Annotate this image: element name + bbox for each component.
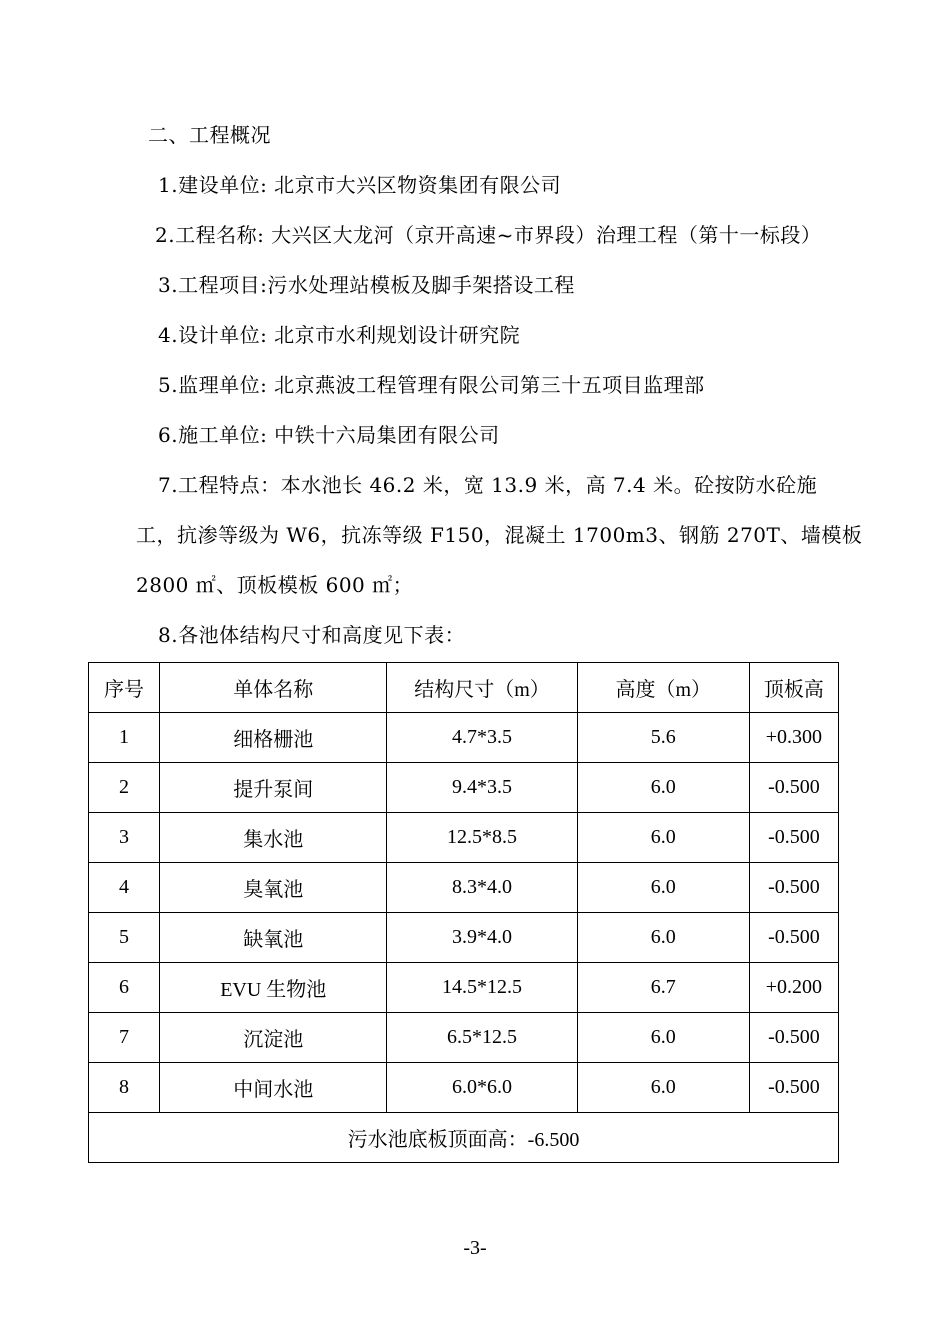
header-height: 高度（m） (577, 663, 749, 713)
item-project-scope: 3.工程项目:污水处理站模板及脚手架搭设工程 (158, 273, 575, 297)
cell-unit-name: EVU 生物池 (160, 963, 387, 1013)
cell-height: 6.7 (577, 963, 749, 1013)
table-intro: 8.各池体结构尺寸和高度见下表： (158, 623, 466, 647)
table-row (89, 1063, 839, 1113)
cell-index: 3 (89, 813, 160, 863)
cell-height: 6.0 (577, 863, 749, 913)
cell-index: 6 (89, 963, 160, 1013)
table-row (89, 763, 839, 813)
table-row (89, 863, 839, 913)
item-design-unit: 4.设计单位: 北京市水利规划设计研究院 (158, 323, 521, 347)
cell-unit-name: 中间水池 (160, 1063, 387, 1113)
feature-line-2: 工，抗渗等级为 W6，抗冻等级 F150，混凝土 1700m3、钢筋 270T、墙模板 (136, 523, 863, 547)
cell-height: 6.0 (577, 1063, 749, 1113)
table-row (89, 963, 839, 1013)
cell-dimensions: 3.9*4.0 (387, 913, 577, 963)
item-supervision-unit: 5.监理单位: 北京燕波工程管理有限公司第三十五项目监理部 (158, 373, 705, 397)
table-row (89, 913, 839, 963)
page-number: -3- (463, 1237, 487, 1259)
header-unit-name: 单体名称 (160, 663, 387, 713)
cell-dimensions: 4.7*3.5 (387, 713, 577, 763)
section-heading: 二、工程概况 (148, 123, 271, 147)
table-row (89, 813, 839, 863)
cell-unit-name: 臭氧池 (160, 863, 387, 913)
cell-unit-name: 集水池 (160, 813, 387, 863)
cell-unit-name: 沉淀池 (160, 1013, 387, 1063)
cell-dimensions: 14.5*12.5 (387, 963, 577, 1013)
cell-height: 6.0 (577, 813, 749, 863)
cell-roof-elevation: -0.500 (749, 1013, 838, 1063)
cell-height: 5.6 (577, 713, 749, 763)
table-footer-note: 污水池底板顶面高：-6.500 (89, 1113, 839, 1163)
header-dimensions: 结构尺寸（m） (387, 663, 577, 713)
cell-roof-elevation: +0.200 (749, 963, 838, 1013)
cell-unit-name: 细格栅池 (160, 713, 387, 763)
cell-index: 7 (89, 1013, 160, 1063)
cell-roof-elevation: -0.500 (749, 863, 838, 913)
feature-line-1: 7.工程特点：本水池长 46.2 米，宽 13.9 米，高 7.4 米。砼按防水砼施 (158, 473, 818, 497)
feature-line-3: 2800 ㎡、顶板模板 600 ㎡； (136, 573, 414, 597)
table-row (89, 713, 839, 763)
cell-unit-name: 缺氧池 (160, 913, 387, 963)
cell-height: 6.0 (577, 913, 749, 963)
item-project-name: 2.工程名称: 大兴区大龙河（京开高速~市界段）治理工程（第十一标段） (155, 223, 822, 247)
cell-roof-elevation: +0.300 (749, 713, 838, 763)
cell-dimensions: 12.5*8.5 (387, 813, 577, 863)
cell-roof-elevation: -0.500 (749, 913, 838, 963)
item-contractor-unit: 6.施工单位: 中铁十六局集团有限公司 (158, 423, 500, 447)
cell-index: 1 (89, 713, 160, 763)
cell-dimensions: 6.0*6.0 (387, 1063, 577, 1113)
cell-dimensions: 8.3*4.0 (387, 863, 577, 913)
table-footer-row (89, 1113, 839, 1163)
cell-roof-elevation: -0.500 (749, 1063, 838, 1113)
cell-index: 8 (89, 1063, 160, 1113)
cell-dimensions: 6.5*12.5 (387, 1013, 577, 1063)
cell-index: 5 (89, 913, 160, 963)
table-header-row (89, 663, 839, 713)
cell-roof-elevation: -0.500 (749, 813, 838, 863)
cell-index: 2 (89, 763, 160, 813)
header-roof-elevation: 顶板高 (749, 663, 838, 713)
pool-dimensions-table (88, 662, 839, 1163)
table-row (89, 1013, 839, 1063)
item-construction-unit: 1.建设单位: 北京市大兴区物资集团有限公司 (158, 173, 562, 197)
cell-unit-name: 提升泵间 (160, 763, 387, 813)
header-index: 序号 (89, 663, 160, 713)
cell-roof-elevation: -0.500 (749, 763, 838, 813)
cell-height: 6.0 (577, 1013, 749, 1063)
cell-index: 4 (89, 863, 160, 913)
cell-height: 6.0 (577, 763, 749, 813)
cell-dimensions: 9.4*3.5 (387, 763, 577, 813)
